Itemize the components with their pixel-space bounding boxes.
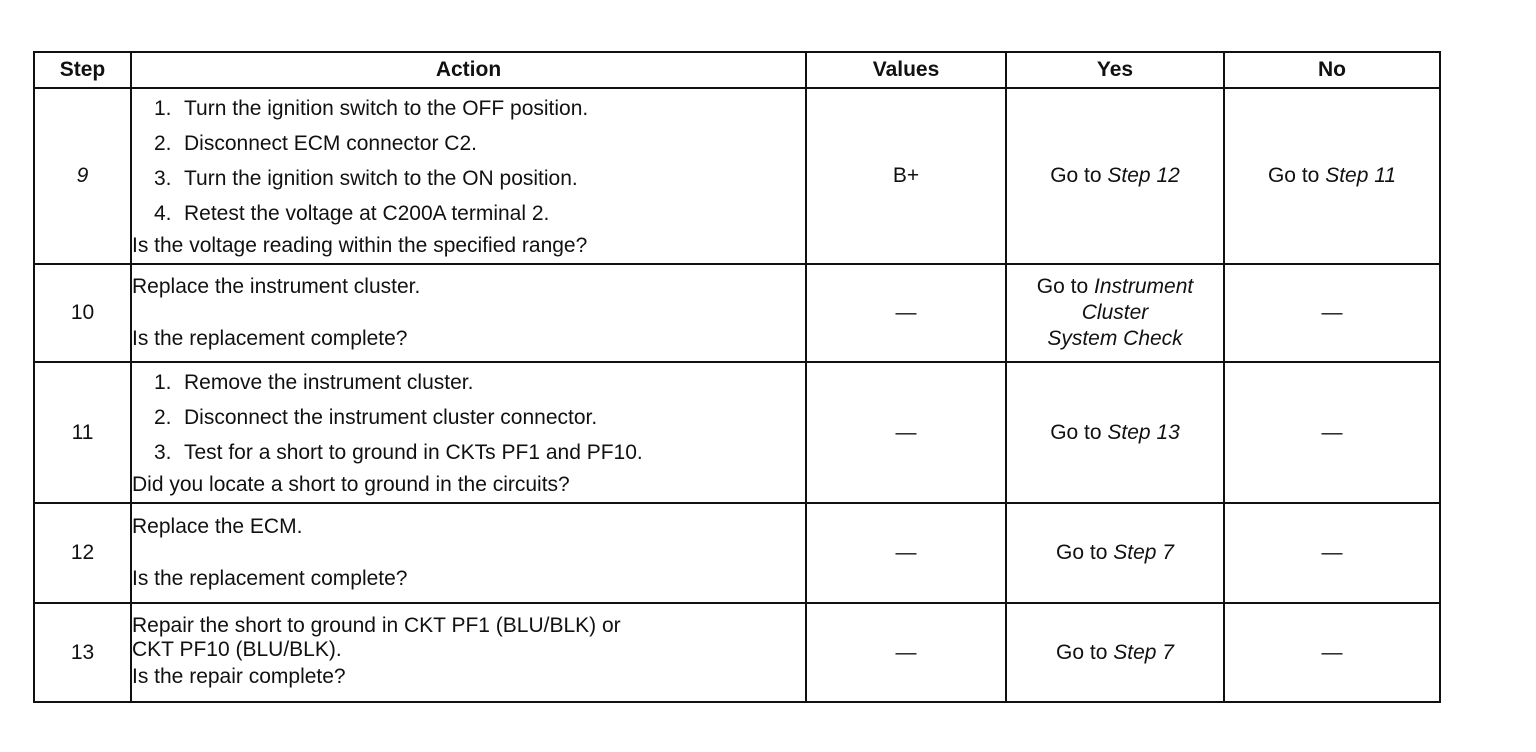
header-yes: Yes: [1006, 52, 1224, 88]
list-item: 3. Turn the ignition switch to the ON position.: [154, 167, 578, 190]
table-row: [34, 503, 1440, 603]
yes-cell: Go to Step 7: [1006, 603, 1224, 702]
list-item: 1. Remove the instrument cluster.: [154, 371, 474, 394]
list-item: 2. Disconnect the instrument cluster connector.: [154, 406, 598, 429]
table-row: [34, 362, 1440, 503]
action-list: [132, 365, 805, 470]
list-item: 1. Turn the ignition switch to the OFF position.: [154, 97, 589, 120]
table-row: [34, 603, 1440, 702]
no-cell: —: [1224, 503, 1440, 603]
step-number: 11: [34, 362, 131, 503]
no-cell: —: [1224, 603, 1440, 702]
question-text: Is the replacement complete?: [132, 327, 408, 350]
step-number: 13: [34, 603, 131, 702]
value-cell: —: [806, 362, 1006, 503]
yes-cell: Go to Step 13: [1006, 362, 1224, 503]
yes-cell: Go to Instrument Cluster System Check: [1006, 264, 1224, 362]
no-cell: —: [1224, 362, 1440, 503]
question-text: Is the voltage reading within the specified range?: [132, 234, 588, 257]
value-cell: —: [806, 603, 1006, 702]
instruction-text: Repair the short to ground in CKT PF1 (BLU/BLK) or: [132, 613, 621, 637]
action-cell: [131, 264, 806, 362]
list-item: 2. Disconnect ECM connector C2.: [154, 132, 477, 155]
header-action: Action: [131, 52, 806, 88]
action-cell: [131, 88, 806, 264]
action-cell: [131, 362, 806, 503]
yes-cell: Go to Step 7: [1006, 503, 1224, 603]
table-row: [34, 264, 1440, 362]
step-number: 9: [34, 88, 131, 264]
step-link[interactable]: Instrument: [1094, 275, 1194, 298]
question-text: Is the replacement complete?: [132, 567, 408, 590]
header-values: Values: [806, 52, 1006, 88]
step-link[interactable]: System Check: [1047, 327, 1183, 350]
list-item: 4. Retest the voltage at C200A terminal 2.: [154, 202, 550, 225]
header-no: No: [1224, 52, 1440, 88]
list-item: 3. Test for a short to ground in CKTs PF1 and PF10.: [154, 441, 643, 464]
no-cell: —: [1224, 264, 1440, 362]
value-cell: —: [806, 264, 1006, 362]
step-link[interactable]: Step 12: [1107, 164, 1180, 187]
step-link[interactable]: Step 13: [1107, 420, 1180, 444]
value-cell: B+: [806, 88, 1006, 264]
no-cell: Go to Step 11: [1224, 88, 1440, 264]
step-link[interactable]: Step 11: [1325, 164, 1397, 187]
step-link[interactable]: Step 7: [1113, 640, 1174, 664]
step-number: 10: [34, 264, 131, 362]
action-cell: [131, 603, 806, 702]
instruction-text: Replace the instrument cluster.: [132, 275, 421, 298]
instruction-text: CKT PF10 (BLU/BLK).: [132, 637, 342, 661]
table-row: [34, 88, 1440, 264]
header-step: Step: [34, 52, 131, 88]
header-row: [34, 52, 1440, 88]
action-cell: [131, 503, 806, 603]
value-cell: —: [806, 503, 1006, 603]
step-link[interactable]: Cluster: [1081, 301, 1149, 324]
question-text: Did you locate a short to ground in the circuits?: [132, 473, 570, 496]
instruction-text: Replace the ECM.: [132, 515, 303, 538]
question-text: Is the repair complete?: [132, 664, 346, 688]
yes-cell: Go to Step 12: [1006, 88, 1224, 264]
step-number: 12: [34, 503, 131, 603]
step-link[interactable]: Step 7: [1113, 541, 1174, 564]
diagnostic-table: [33, 51, 1441, 703]
action-list: [132, 91, 805, 231]
